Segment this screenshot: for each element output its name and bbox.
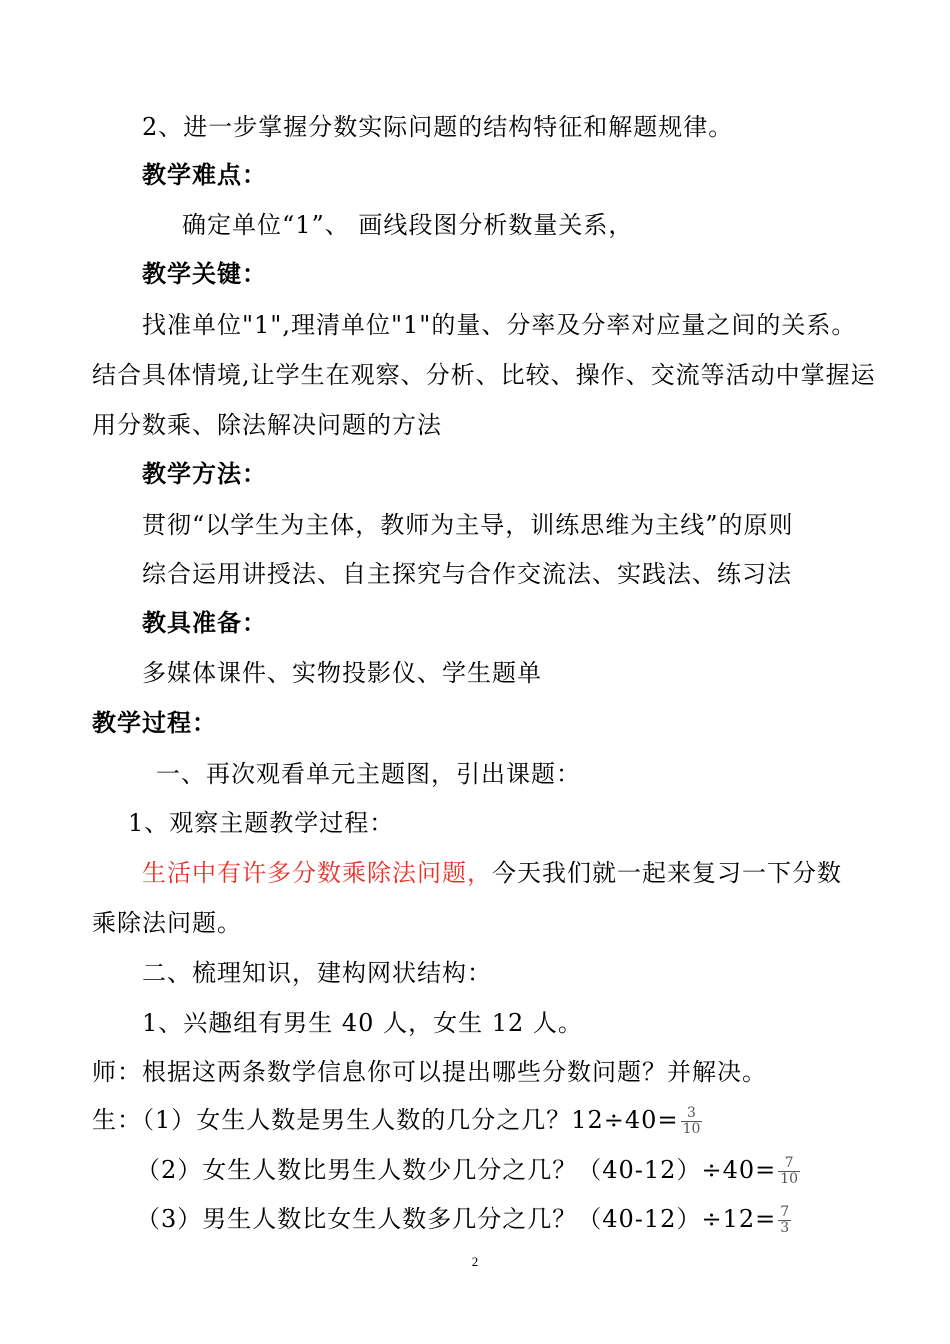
- heading-teaching-process: 教学过程：: [92, 709, 217, 737]
- intro-sentence-rest: 今天我们就一起来复习一下分数: [492, 859, 842, 887]
- heading-teaching-difficulty: 教学难点：: [142, 161, 267, 189]
- student-answer-3: [136, 1202, 791, 1236]
- difficulty-text: 确定单位“1”、 画线段图分析数量关系，: [182, 211, 634, 239]
- fraction-numerator: 3: [681, 1106, 703, 1122]
- heading-teaching-method: 教学方法：: [142, 460, 267, 488]
- highlighted-red-text: 生活中有许多分数乘除法问题，: [142, 859, 492, 887]
- process-step-2: 二、梳理知识，建构网状结构：: [142, 959, 492, 987]
- goal-line-2: 2、进一步掌握分数实际问题的结构特征和解题规律。: [142, 113, 734, 141]
- key-text-line-3: 用分数乘、除法解决问题的方法: [92, 411, 442, 439]
- fraction-denominator: 3: [780, 1220, 790, 1236]
- key-text-line-2: 结合具体情境,让学生在观察、分析、比较、操作、交流等活动中掌握运: [92, 361, 876, 389]
- intro-sentence-continued: 乘除法问题。: [92, 909, 242, 937]
- student-answer-2: [136, 1153, 800, 1187]
- fraction-answer-1: [681, 1106, 703, 1137]
- fraction-denominator: 10: [682, 1121, 701, 1137]
- fraction-numerator: 7: [778, 1156, 800, 1172]
- fraction-denominator: 10: [780, 1171, 799, 1187]
- page-number: 2: [471, 1254, 479, 1269]
- method-text-line-1: 贯彻“以学生为主体，教师为主导，训练思维为主线”的原则: [142, 511, 794, 539]
- fraction-answer-3: [778, 1205, 791, 1236]
- heading-teaching-key: 教学关键：: [142, 260, 267, 288]
- process-step-1: 一、再次观看单元主题图，引出课题：: [156, 760, 581, 788]
- intro-sentence: [142, 856, 842, 890]
- process-step-1-1: 1、观察主题教学过程：: [128, 809, 395, 837]
- student-answer-1: [92, 1103, 702, 1137]
- method-text-line-2: 综合运用讲授法、自主探究与合作交流法、实践法、练习法: [142, 560, 792, 588]
- answer-1-text: 生：（1）女生人数是男生人数的几分之几？12÷40=: [92, 1106, 679, 1134]
- key-text-line-1: 找准单位"1",理清单位"1"的量、分率及分率对应量之间的关系。: [142, 311, 857, 339]
- fraction-numerator: 7: [780, 1204, 790, 1220]
- answer-3-text: （3）男生人数比女生人数多几分之几？（40-12）÷12=: [136, 1205, 777, 1233]
- fraction-answer-2: [778, 1156, 800, 1187]
- process-step-2-1: 1、兴趣组有男生 40 人，女生 12 人。: [142, 1009, 583, 1037]
- heading-teaching-tools: 教具准备：: [142, 609, 267, 637]
- tools-text: 多媒体课件、实物投影仪、学生题单: [142, 659, 542, 687]
- teacher-question: 师：根据这两条数学信息你可以提出哪些分数问题？并解决。: [92, 1058, 767, 1086]
- answer-2-text: （2）女生人数比男生人数少几分之几？（40-12）÷40=: [136, 1156, 777, 1184]
